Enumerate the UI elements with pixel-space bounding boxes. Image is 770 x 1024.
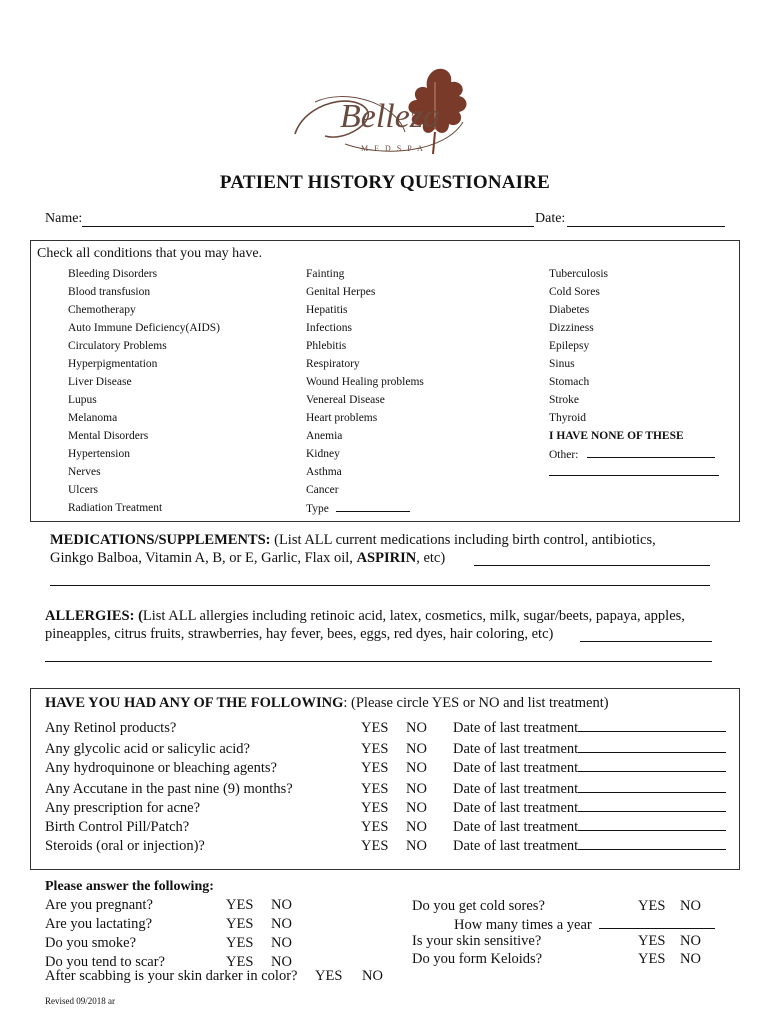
yes-option[interactable]: YES (638, 951, 666, 967)
no-option[interactable]: NO (271, 954, 292, 970)
yes-option[interactable]: YES (361, 760, 389, 776)
history-instructions: : (Please circle YES or NO and list treatment) (343, 695, 609, 711)
yes-option[interactable]: YES (361, 800, 389, 816)
type-label: Type (306, 503, 329, 515)
history-no-column (406, 719, 427, 856)
yes-option[interactable]: YES (638, 898, 666, 914)
condition-item[interactable]: Hepatitis (306, 304, 348, 316)
conditions-column-3 (549, 265, 719, 481)
condition-item[interactable]: Wound Healing problems (306, 376, 424, 388)
yes-option[interactable]: YES (361, 838, 389, 854)
conditions-column-2 (306, 265, 424, 517)
no-option[interactable]: NO (406, 720, 427, 736)
allergies-heading: ALLERGIES: ( (45, 608, 143, 624)
no-option[interactable]: NO (271, 897, 292, 913)
question-lactating: Are you lactating? (45, 916, 153, 932)
question-times-per-year (454, 916, 715, 934)
times-per-year-field[interactable] (599, 916, 715, 929)
condition-item[interactable]: Tuberculosis (549, 268, 608, 280)
date-row (453, 837, 726, 856)
history-date-column (453, 719, 726, 856)
name-field[interactable] (82, 226, 534, 227)
condition-item[interactable]: Infections (306, 322, 352, 334)
history-question: Any prescription for acne? (45, 800, 201, 816)
question-keloids: Do you form Keloids? (412, 951, 543, 967)
no-option[interactable]: NO (271, 916, 292, 932)
condition-item[interactable]: Stomach (549, 376, 590, 388)
condition-item[interactable]: Phlebitis (306, 340, 347, 352)
date-of-last-treatment-label: Date of last treatment (453, 819, 579, 835)
treatment-date-field[interactable] (578, 719, 726, 732)
date-of-last-treatment-label: Date of last treatment (453, 741, 579, 757)
question-smoke: Do you smoke? (45, 935, 137, 951)
revision-note: Revised 09/2018 ar (45, 996, 115, 1006)
brand-subtitle: MEDSPA (361, 144, 429, 153)
treatment-date-field[interactable] (578, 799, 726, 812)
conditions-heading: Check all conditions that you may have. (37, 246, 263, 261)
condition-item[interactable]: Venereal Disease (306, 394, 385, 406)
history-question: Birth Control Pill/Patch? (45, 819, 190, 835)
other-row (549, 445, 719, 463)
page-title: PATIENT HISTORY QUESTIONAIRE (219, 172, 551, 193)
other-field[interactable] (587, 445, 715, 458)
date-of-last-treatment-label: Date of last treatment (453, 800, 579, 816)
date-row (453, 780, 726, 799)
condition-item[interactable]: Melanoma (68, 412, 118, 424)
questions-left (45, 896, 165, 972)
condition-item[interactable]: Asthma (306, 466, 342, 478)
questions-left-no (271, 896, 292, 972)
date-of-last-treatment-label: Date of last treatment (453, 838, 579, 854)
allergies-line-1 (45, 608, 685, 625)
treatment-date-field[interactable] (578, 837, 726, 850)
none-of-these-option[interactable]: I HAVE NONE OF THESE (549, 430, 684, 442)
allergies-text: List ALL allergies including retinoic acid, latex, cosmetics, milk, sugar/beets, papaya, apples, (142, 608, 685, 624)
no-option[interactable]: NO (362, 968, 383, 984)
date-field[interactable] (567, 226, 725, 227)
date-row (453, 818, 726, 837)
question-cold-sores: Do you get cold sores? (412, 898, 545, 914)
questions-left-yes (226, 896, 253, 972)
other-field-2[interactable] (549, 463, 719, 476)
condition-item[interactable]: Diabetes (549, 304, 590, 316)
yes-option[interactable]: YES (315, 968, 343, 984)
condition-item[interactable]: Radiation Treatment (68, 502, 163, 514)
history-yes-column (361, 719, 388, 856)
no-option[interactable]: NO (406, 819, 427, 835)
history-heading-row (45, 695, 609, 712)
no-option[interactable]: NO (406, 800, 427, 816)
yes-option[interactable]: YES (361, 781, 389, 797)
times-per-year-label: How many times a year (454, 917, 592, 933)
treatment-history-box (30, 688, 740, 870)
no-option[interactable]: NO (680, 898, 701, 914)
condition-item[interactable]: Genital Herpes (306, 286, 376, 298)
question-scabbing: After scabbing is your skin darker in color? (45, 968, 298, 984)
date-row (453, 740, 726, 759)
medications-heading: MEDICATIONS/SUPPLEMENTS: (50, 532, 271, 548)
date-row (453, 799, 726, 818)
history-question: Steroids (oral or injection)? (45, 838, 205, 854)
allergies-field-1[interactable] (580, 641, 712, 642)
condition-item[interactable]: Nerves (68, 466, 101, 478)
conditions-box (30, 240, 740, 522)
condition-item[interactable]: Heart problems (306, 412, 378, 424)
treatment-date-field[interactable] (578, 780, 726, 793)
yes-option[interactable]: YES (361, 819, 389, 835)
condition-item[interactable]: Anemia (306, 430, 343, 442)
condition-item[interactable]: Cancer (306, 484, 339, 496)
condition-item[interactable]: Hypertension (68, 448, 130, 460)
cancer-type-row (306, 499, 424, 517)
condition-item[interactable]: Kidney (306, 448, 340, 460)
condition-item[interactable]: Circulatory Problems (68, 340, 167, 352)
history-question: Any Retinol products? (45, 720, 177, 736)
condition-item[interactable]: Auto Immune Deficiency(AIDS) (68, 322, 221, 334)
no-option[interactable]: NO (680, 951, 701, 967)
condition-item[interactable]: Thyroid (549, 412, 587, 424)
condition-item[interactable]: Bleeding Disorders (68, 268, 158, 280)
condition-item[interactable]: Ulcers (68, 484, 99, 496)
date-row (453, 759, 726, 778)
history-question: Any glycolic acid or salicylic acid? (45, 741, 250, 757)
condition-item[interactable]: Blood transfusion (68, 286, 151, 298)
allergies-field-2[interactable] (45, 661, 712, 662)
condition-item[interactable]: Respiratory (306, 358, 360, 370)
date-of-last-treatment-label: Date of last treatment (453, 781, 579, 797)
no-option[interactable]: NO (680, 933, 701, 949)
history-questions (45, 719, 293, 856)
condition-item[interactable]: Epilepsy (549, 340, 590, 352)
no-option[interactable]: NO (406, 741, 427, 757)
date-row (453, 719, 726, 738)
history-question: Any Accutane in the past nine (9) months? (45, 781, 293, 797)
yes-option[interactable]: YES (638, 933, 666, 949)
medications-text-2: Ginkgo Balboa, Vitamin A, B, or E, Garlic, Flax oil, (50, 550, 357, 566)
conditions-column-1 (68, 265, 220, 517)
condition-item[interactable]: Chemotherapy (68, 304, 136, 316)
yes-option[interactable]: YES (361, 720, 389, 736)
history-heading: HAVE YOU HAD ANY OF THE FOLLOWING (45, 695, 344, 711)
date-of-last-treatment-label: Date of last treatment (453, 720, 579, 736)
questions-heading: Please answer the following: (45, 879, 214, 894)
yes-option[interactable]: YES (226, 954, 254, 970)
condition-item[interactable]: Hyperpigmentation (68, 358, 158, 370)
no-option[interactable]: NO (406, 781, 427, 797)
other-row-2 (549, 463, 719, 481)
medications-text: (List ALL current medications including birth control, antibiotics, (270, 532, 656, 548)
no-option[interactable]: NO (406, 838, 427, 854)
medications-field-2[interactable] (50, 585, 710, 586)
allergies-line-2: pineapples, citrus fruits, strawberries, hay fever, bees, eggs, red dyes, hair coloring, etc) (45, 626, 554, 642)
condition-item[interactable]: Mental Disorders (68, 430, 149, 442)
cancer-type-field[interactable] (336, 499, 410, 512)
aspirin-text: ASPIRIN (356, 550, 417, 566)
date-of-last-treatment-label: Date of last treatment (453, 760, 579, 776)
medications-line-1 (50, 532, 656, 549)
other-label: Other: (549, 449, 579, 461)
medications-text-3: , etc) (416, 550, 446, 566)
date-label: Date: (535, 211, 566, 226)
treatment-date-field[interactable] (578, 740, 726, 753)
condition-item[interactable]: Lupus (68, 394, 97, 406)
question-pregnant: Are you pregnant? (45, 897, 153, 913)
condition-item[interactable]: Fainting (306, 268, 345, 280)
condition-item[interactable]: Liver Disease (68, 376, 132, 388)
medications-field-1[interactable] (474, 565, 710, 566)
question-scar: Do you tend to scar? (45, 954, 165, 970)
treatment-date-field[interactable] (578, 759, 726, 772)
brand-logo (285, 62, 485, 172)
yes-option[interactable]: YES (226, 935, 254, 951)
question-skin-sensitive: Is your skin sensitive? (412, 933, 542, 949)
yes-option[interactable]: YES (226, 897, 254, 913)
treatment-date-field[interactable] (578, 818, 726, 831)
condition-item[interactable]: Cold Sores (549, 286, 600, 298)
yes-option[interactable]: YES (226, 916, 254, 932)
name-label: Name: (45, 211, 83, 226)
medications-line-2 (50, 550, 445, 567)
history-question: Any hydroquinone or bleaching agents? (45, 760, 277, 776)
condition-item[interactable]: Sinus (549, 358, 575, 370)
no-option[interactable]: NO (406, 760, 427, 776)
no-option[interactable]: NO (271, 935, 292, 951)
yes-option[interactable]: YES (361, 741, 389, 757)
condition-item[interactable]: Dizziness (549, 322, 594, 334)
brand-name: Belleza (340, 98, 441, 135)
condition-item[interactable]: Stroke (549, 394, 580, 406)
